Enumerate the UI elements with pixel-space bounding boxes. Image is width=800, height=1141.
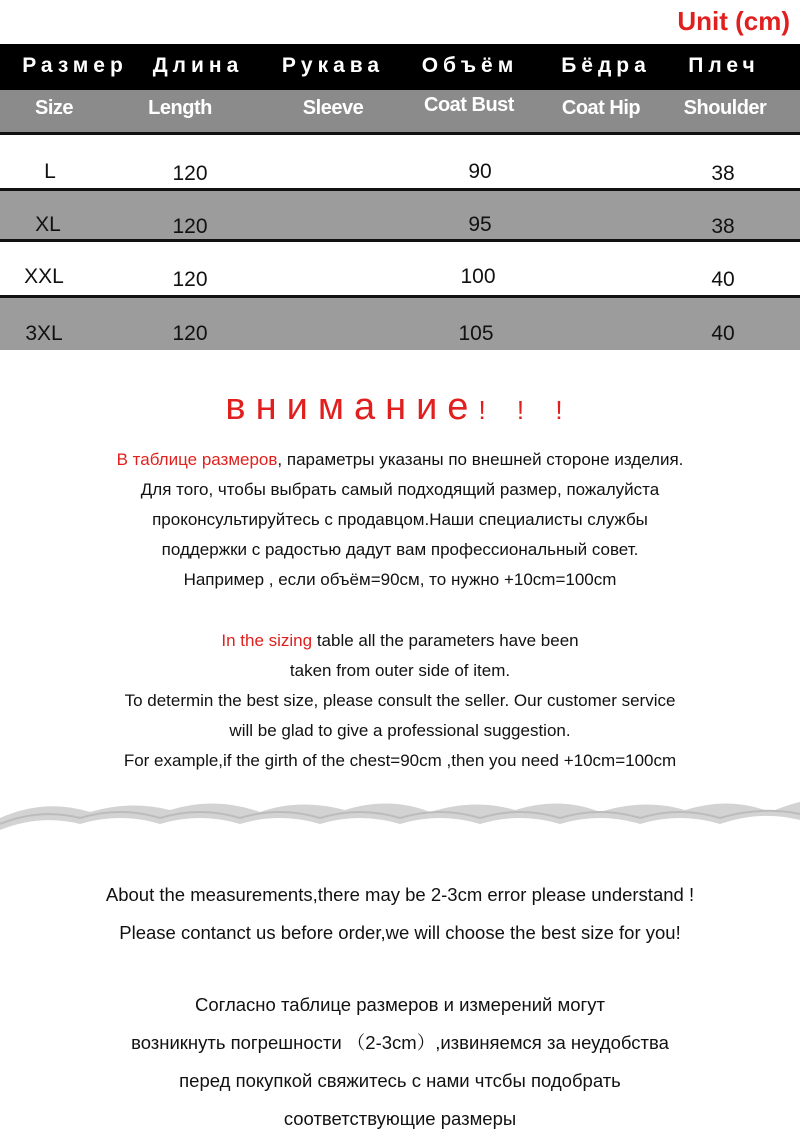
header-ru-sleeve: Рукава (281, 54, 385, 77)
cell-bust: 105 (458, 322, 494, 345)
measure-ru-line2: возникнуть погрешности （2-3cm）,извиняемся за неудобства (131, 1032, 669, 1053)
notice-en-line1: table all the parameters have been (312, 631, 579, 650)
header-ru-hip: Бёдра (561, 54, 651, 77)
header-en-length: Length (148, 97, 212, 119)
notice-ru-line2: Для того, чтобы выбрать самый подходящий размер, пожалуйста (140, 480, 660, 499)
notice-ru-line4: поддержки с радостью дадут вам профессиональный совет. (161, 540, 639, 559)
cell-shoulder: 40 (711, 268, 735, 291)
header-row-russian (0, 44, 800, 90)
notice-ru-line1: , параметры указаны по внешней стороне изделия. (277, 450, 684, 469)
table-divider (0, 132, 800, 135)
cell-bust: 95 (468, 213, 492, 236)
cell-shoulder: 40 (711, 322, 735, 345)
measure-note-english (0, 876, 800, 952)
table-row (0, 242, 800, 290)
notice-ru-red: В таблице размеров (116, 450, 278, 469)
notice-en-line5: For example,if the girth of the chest=90cm ,then you need +10cm=100cm (123, 751, 677, 770)
table-row (0, 191, 800, 239)
header-en-hip: Coat Hip (561, 97, 641, 119)
notice-english (0, 626, 800, 776)
table-row (0, 298, 800, 350)
notice-ru-line5: Например , если объём=90см, то нужно +10cm=100cm (183, 570, 617, 589)
cell-length: 120 (172, 268, 208, 291)
measure-en-line1: About the measurements,there may be 2-3cm error please understand ! (105, 884, 695, 905)
header-ru-shoulder: Плеч (688, 54, 760, 77)
measure-ru-line3: перед покупкой свяжитесь с нами чтсбы подобрать (179, 1070, 621, 1091)
measure-ru-line4: соответствующие размеры (283, 1108, 517, 1129)
header-row-english (0, 90, 800, 132)
cell-shoulder: 38 (711, 162, 735, 185)
cell-length: 120 (172, 322, 208, 345)
cell-size: XL (35, 213, 61, 236)
unit-label: Unit (cm) (677, 6, 790, 36)
notice-en-red: In the sizing (221, 631, 313, 650)
header-ru-size: Размер (22, 54, 128, 77)
notice-ru-line3: проконсультируйтесь с продавцом.Наши специалисты службы (152, 510, 648, 529)
header-en-shoulder: Shoulder (683, 97, 767, 119)
cell-shoulder: 38 (711, 215, 735, 238)
cell-bust: 100 (460, 265, 496, 288)
cell-length: 120 (172, 215, 208, 238)
notice-en-line2: taken from outer side of item. (289, 661, 511, 680)
header-en-size: Size (34, 97, 74, 119)
header-en-bust: Coat Bust (424, 94, 514, 116)
wave-divider (0, 790, 800, 835)
attention-heading (0, 386, 800, 429)
attention-word: внимание (225, 386, 479, 428)
header-en-sleeve: Sleeve (302, 97, 364, 119)
cell-bust: 90 (468, 160, 492, 183)
cell-size: XXL (24, 265, 64, 288)
header-ru-bust: Объём (421, 54, 519, 77)
notice-en-line3: To determin the best size, please consult the seller. Our customer service (124, 691, 676, 710)
cell-length: 120 (172, 162, 208, 185)
measure-note-russian (0, 986, 800, 1138)
cell-size: 3XL (25, 322, 63, 345)
notice-en-line4: will be glad to give a professional suggestion. (229, 721, 571, 740)
header-ru-length: Длина (152, 54, 244, 77)
measure-ru-line1: Согласно таблице размеров и измерений могут (194, 994, 606, 1015)
notice-russian (0, 445, 800, 595)
cell-size: L (44, 160, 56, 183)
measure-en-line2: Please contanct us before order,we will choose the best size for you! (119, 922, 681, 943)
attention-marks: ! ! ! (478, 395, 575, 425)
